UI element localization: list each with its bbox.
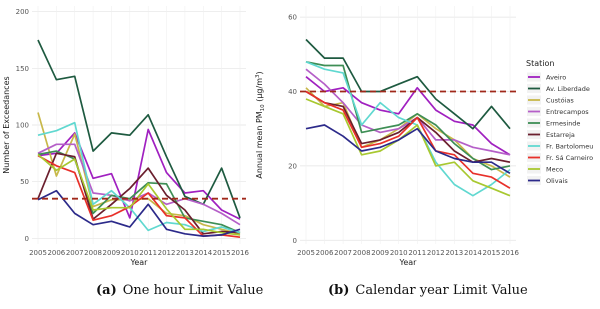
y-tick-label: 150 [15,64,29,73]
x-axis-label: Year [399,258,417,267]
x-tick-label: 2014 [463,249,482,257]
x-tick-label: 2006 [315,249,334,257]
y-tick-label: 40 [288,88,297,97]
x-tick-label: 2010 [120,249,139,257]
x-tick-label: 2013 [175,249,194,257]
x-axis-label: Year [130,258,148,267]
x-tick-label: 2007 [65,249,84,257]
legend-label-meco: Meco [546,165,564,174]
x-tick-label: 2014 [194,249,213,257]
y-axis-label: Annual mean $PM_{10}$ $(\mu g/m^3)$ [255,71,266,179]
x-tick-label: 2009 [102,249,121,257]
y-tick-label: 20 [288,162,297,171]
caption-b-text: Calendar year Limit Value [355,283,528,298]
y-tick-label: 100 [15,121,29,130]
x-tick-label: 2016 [231,249,249,257]
legend-label-entrecampos: Entrecampos [546,107,589,116]
caption-b-tag: (b) [328,283,350,298]
legend [526,59,593,185]
x-tick-label: 2016 [501,249,519,257]
legend-title: Station [526,59,555,68]
x-tick-label: 2005 [29,249,47,257]
legend-label-fr-s-carneiro: Fr. Sá Carneiro [546,153,594,162]
y-tick-label: 50 [20,178,29,187]
y-tick-label: 0 [24,234,29,243]
x-tick-label: 2012 [157,249,176,257]
legend-label-fr-bartolomeu: Fr. Bartolomeu [546,142,594,151]
y-tick-label: 200 [15,8,29,17]
x-tick-label: 2015 [482,249,501,257]
x-tick-label: 2011 [408,249,427,257]
y-tick-label: 0 [292,236,297,245]
legend-label-ermesinde: Ermesinde [546,119,581,128]
caption-b [328,283,528,298]
caption-a-tag: (a) [96,283,117,298]
legend-label-estarreja: Estarreja [546,130,575,139]
x-tick-label: 2009 [371,249,390,257]
x-tick-label: 2006 [47,249,66,257]
y-tick-label: 60 [288,13,297,22]
legend-label-cust-ias: Custóias [546,96,574,105]
x-tick-label: 2015 [212,249,231,257]
caption-a [96,283,263,298]
chart-panel-a [2,6,249,267]
legend-label-aveiro: Aveiro [546,73,567,82]
x-tick-label: 2008 [84,249,103,257]
x-tick-label: 2013 [445,249,464,257]
x-tick-label: 2012 [426,249,445,257]
y-axis-label: Number of Exceedances [2,76,11,174]
x-tick-label: 2005 [297,249,315,257]
legend-label-av-liberdade: Av. Liberdade [546,84,590,93]
legend-label-olivais: Olivais [546,176,568,185]
x-tick-label: 2010 [389,249,408,257]
chart-panel-b [255,6,519,267]
x-tick-label: 2011 [139,249,158,257]
caption-a-text: One hour Limit Value [122,283,264,298]
x-tick-label: 2008 [352,249,371,257]
x-tick-label: 2007 [334,249,353,257]
